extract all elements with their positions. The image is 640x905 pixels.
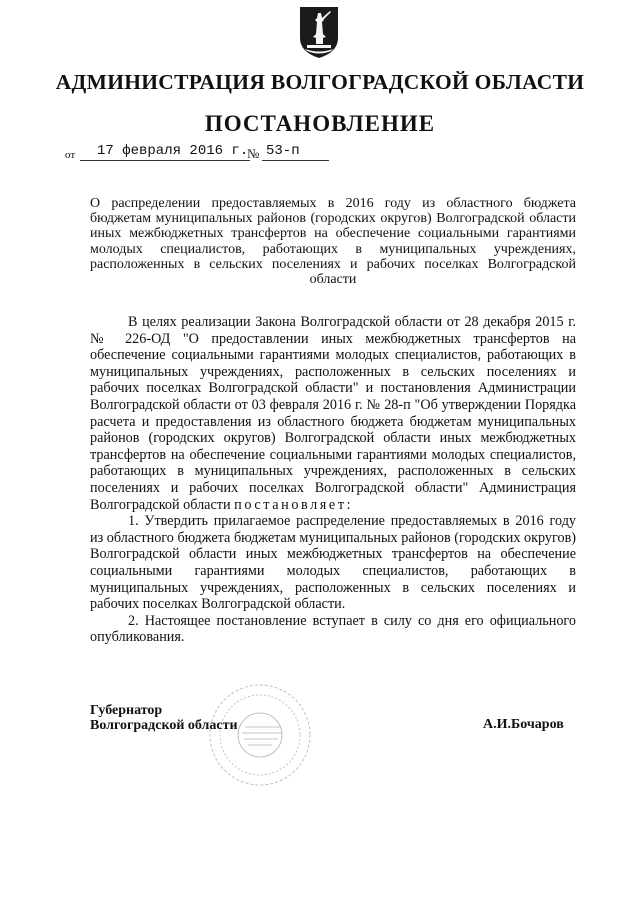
item-2-paragraph: 2. Настоящее постановление вступает в силу со дня его официального опубликования. xyxy=(90,612,576,646)
date-underline xyxy=(80,160,250,161)
document-subject: О распределении предоставляемых в 2016 году из областного бюджета бюджетам муниципальных районов (городских округов) Волгоградской области иных межбюджетных трансфертов на обеспечение социальными гарантиями молодых специалистов, работающих в муниципальных учреждениях, расположенных в сельских поселениях и рабочих поселках Волгоградской области xyxy=(90,196,576,288)
preamble-text: В целях реализации Закона Волгоградской области от 28 декабря 2015 г. № 226-ОД "О предоставлении иных межбюджетных трансфертов на обеспечение социальными гарантиями молодых специалистов, работающих в муниципальных учреждениях, расположенных в сельских поселениях и рабочих поселках Волгоградской области" и постановления Администрации Волгоградской области от 03 февраля 2016 г. № 28-п "Об утверждении Порядка расчета и предоставления из областного бюджета бюджетам муниципальных районов (городских округов) Волгоградской области иных межбюджетных трансфертов на обеспечение социальными гарантиями молодых специалистов, работающих в муниципальных учреждениях, расположенных в сельских поселениях и рабочих поселках Волгоградской области" Администрация Волгоградской области xyxy=(90,314,576,513)
document-body xyxy=(90,314,576,646)
preamble-paragraph xyxy=(90,314,576,513)
document-date: 17 февраля 2016 г. xyxy=(97,143,249,159)
document-type-title: ПОСТАНОВЛЕНИЕ xyxy=(204,111,436,136)
signatory-position-line1: Губернатор xyxy=(90,703,163,718)
official-stamp-icon xyxy=(200,675,320,795)
signatory-name: А.И.Бочаров xyxy=(483,717,564,732)
signatory-position-line2: Волгоградской области xyxy=(90,718,238,733)
document-number: 53-п xyxy=(266,143,300,159)
signatory-position xyxy=(90,703,238,733)
date-prefix: от xyxy=(65,149,76,161)
item-1-paragraph: 1. Утвердить прилагаемое распределение предоставляемых в 2016 году из областного бюджета бюджетам муниципальных районов (городских округов) Волгоградской области иных межбюджетных трансфертов на обеспечение социальными гарантиями молодых специалистов, работающих в муниципальных учреждениях, расположенных в сельских поселениях и рабочих поселках Волгоградской области. xyxy=(90,513,576,613)
coat-of-arms-icon xyxy=(297,4,341,60)
resolves-word: постановляет: xyxy=(234,496,354,513)
number-prefix: № xyxy=(247,146,260,161)
number-underline xyxy=(262,160,329,161)
organization-title: АДМИНИСТРАЦИЯ ВОЛГОГРАДСКОЙ ОБЛАСТИ xyxy=(55,70,585,94)
